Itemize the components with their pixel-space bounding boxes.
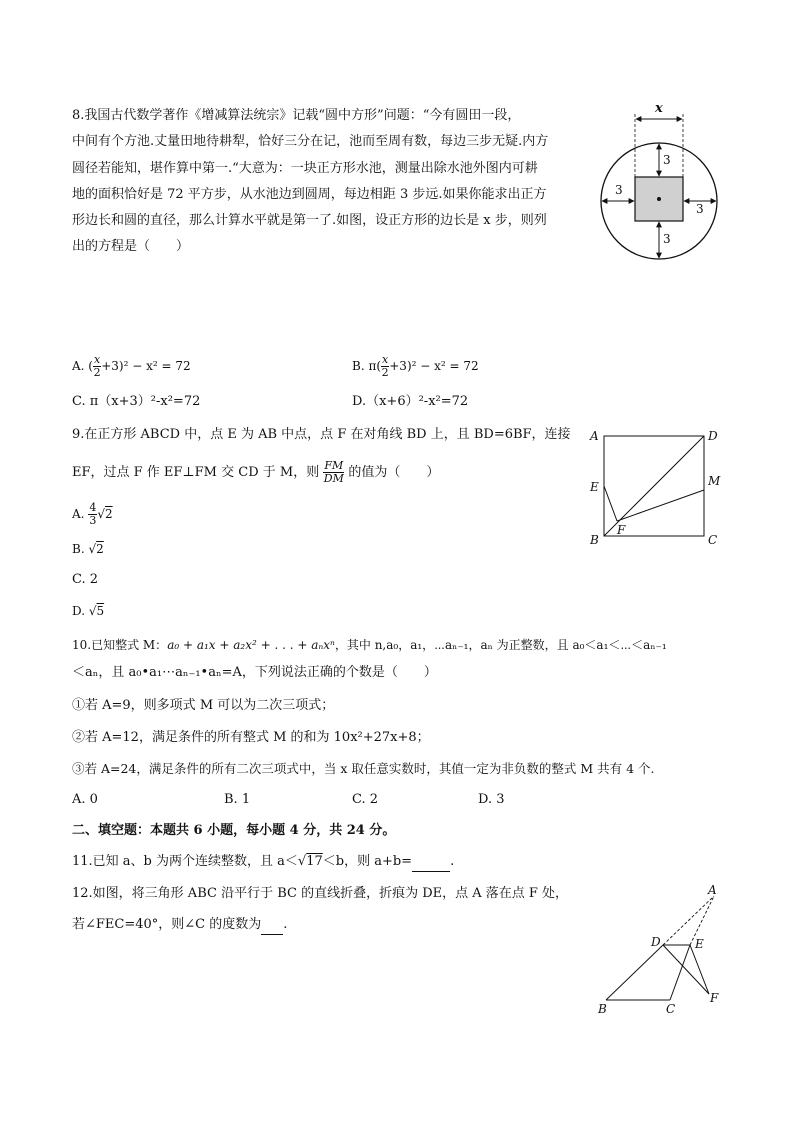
q10-statement-2: ②若 A=12，满足条件的所有整式 M 的和为 10x²+27x+8； bbox=[72, 730, 430, 745]
section-2-heading: 二、填空题：本题共 6 小题，每小题 4 分，共 24 分。 bbox=[72, 823, 396, 838]
q12-label-d: D bbox=[651, 935, 661, 949]
q8-text-line-5: 形边长和圆的直径，那么计算水平就是第一了.如图，设正方形的边长是 x 步，则列 bbox=[72, 213, 547, 228]
q9-diagonal-bd bbox=[604, 436, 704, 536]
q8-center-dot bbox=[657, 197, 661, 201]
q8-text-line-1: 8.我国古代数学著作《增减算法统宗》记载“圆中方形”问题：“今有圆田一段， bbox=[72, 108, 521, 123]
q8-text-line-2: 中间有个方池.丈量田地待耕犁，恰好三分在记，池而至周有数，每边三步无疑.内方 bbox=[72, 134, 549, 149]
q9-text-line-2: EF，过点 F 作 EF⊥FM 交 CD 于 M，则 $\frac{FM}{DM}$ 的值为（ ） bbox=[72, 459, 440, 485]
q10-option-b: B. 1 bbox=[224, 792, 251, 807]
q12-side-bd bbox=[606, 945, 663, 1000]
q9-option-a: A. $\frac{4}{3}$ √2 bbox=[72, 501, 113, 527]
q10-option-a: A. 0 bbox=[72, 792, 98, 807]
q12-label-a: A bbox=[708, 883, 717, 897]
q8-option-d: D.（x+6）²-x²=72 bbox=[352, 394, 469, 409]
q9-label-e: E bbox=[590, 480, 599, 494]
q12-text-line-2: 若∠FEC=40°，则∠C 的度数为 . bbox=[72, 916, 287, 935]
q9-text-line-1: 9.在正方形 ABCD 中，点 E 为 AB 中点，点 F 在对角线 BD 上，且 BD=6BF，连接 bbox=[72, 427, 571, 442]
q8-option-c: C. π（x+3）²-x²=72 bbox=[72, 394, 201, 409]
q9-option-d: D. √5 bbox=[72, 604, 105, 618]
q10-statement-3: ③若 A=24，满足条件的所有二次三项式中，当 x 取任意实数时，其值一定为非负数的整式 M 共有 4 个. bbox=[72, 761, 655, 776]
q12-segment-ef bbox=[690, 945, 709, 994]
q12-triangle-figure bbox=[594, 884, 730, 1020]
q12-segment-df bbox=[663, 945, 709, 994]
q8-option-b: B. π( $\frac{x}{2}$ +3)² − x² = 72 bbox=[352, 353, 479, 379]
q9-label-d: D bbox=[708, 429, 718, 443]
q12-label-b: B bbox=[598, 1002, 607, 1016]
q10-text-line-2: ＜aₙ，且 a₀•a₁⋯aₙ₋₁•aₙ=A，下列说法正确的个数是（ ） bbox=[72, 665, 437, 680]
q10-statement-1: ①若 A=9，则多项式 M 可以为二次三项式； bbox=[72, 698, 335, 713]
q8-option-a: A. ( $\frac{x}{2}$ +3)² − x² = 72 bbox=[72, 353, 191, 379]
q9-fraction-fm-dm: $\frac{FM}{DM}$ bbox=[323, 459, 344, 485]
q12-side-ce bbox=[670, 945, 690, 1000]
q11-text: 11.已知 a、b 为两个连续整数，且 a＜√17＜b，则 a+b= . bbox=[72, 853, 454, 872]
q8-label-right-3: 3 bbox=[696, 202, 704, 216]
q8-label-left-3: 3 bbox=[615, 183, 623, 197]
q8-text-line-3: 圆径若能知，堪作算中第一.“大意为：一块正方形水池，测量出除水池外图内可耕 bbox=[72, 161, 538, 176]
q9-option-b: B. √2 bbox=[72, 542, 104, 556]
q8-label-x: x bbox=[655, 101, 663, 116]
q9-label-a: A bbox=[590, 429, 599, 443]
q12-answer-blank[interactable] bbox=[261, 916, 283, 935]
q10-option-d: D. 3 bbox=[478, 792, 505, 807]
q9-square-figure bbox=[586, 428, 726, 548]
q9-label-m: M bbox=[708, 474, 721, 488]
q9-option-c: C. 2 bbox=[72, 572, 99, 587]
q9-segment-fm bbox=[617, 490, 704, 521]
q12-label-c: C bbox=[666, 1002, 676, 1016]
q8-text-line-4: 地的面积恰好是 72 平方步，从水池边到圆周，每边相距 3 步远.如果你能求出正方 bbox=[72, 187, 547, 202]
q8-label-top-3: 3 bbox=[663, 153, 671, 167]
q8-circle-square-figure bbox=[596, 100, 726, 260]
q12-label-f: F bbox=[710, 991, 719, 1005]
q8-label-bottom-3: 3 bbox=[663, 232, 671, 246]
q8-text-line-6: 出的方程是（ ） bbox=[72, 239, 190, 254]
q10-option-c: C. 2 bbox=[352, 792, 379, 807]
q12-text-line-1: 12.如图，将三角形 ABC 沿平行于 BC 的直线折叠，折痕为 DE，点 A 落在点 F 处， bbox=[72, 886, 569, 901]
q9-segment-ef bbox=[604, 486, 617, 521]
q9-label-b: B bbox=[590, 533, 599, 547]
q12-dashed-da bbox=[663, 896, 714, 945]
q11-answer-blank[interactable] bbox=[412, 853, 450, 872]
q10-text-line-1: 10.已知整式 M：a₀ + a₁x + a₂x² + . . . + aₙxⁿ，其中 n,a₀，a₁，⋯aₙ₋₁，aₙ 为正整数，且 a₀＜a₁＜⋯＜aₙ₋₁ bbox=[72, 638, 667, 652]
q12-label-e: E bbox=[695, 937, 704, 951]
q9-label-c: C bbox=[708, 533, 718, 547]
q9-label-f: F bbox=[617, 523, 626, 537]
